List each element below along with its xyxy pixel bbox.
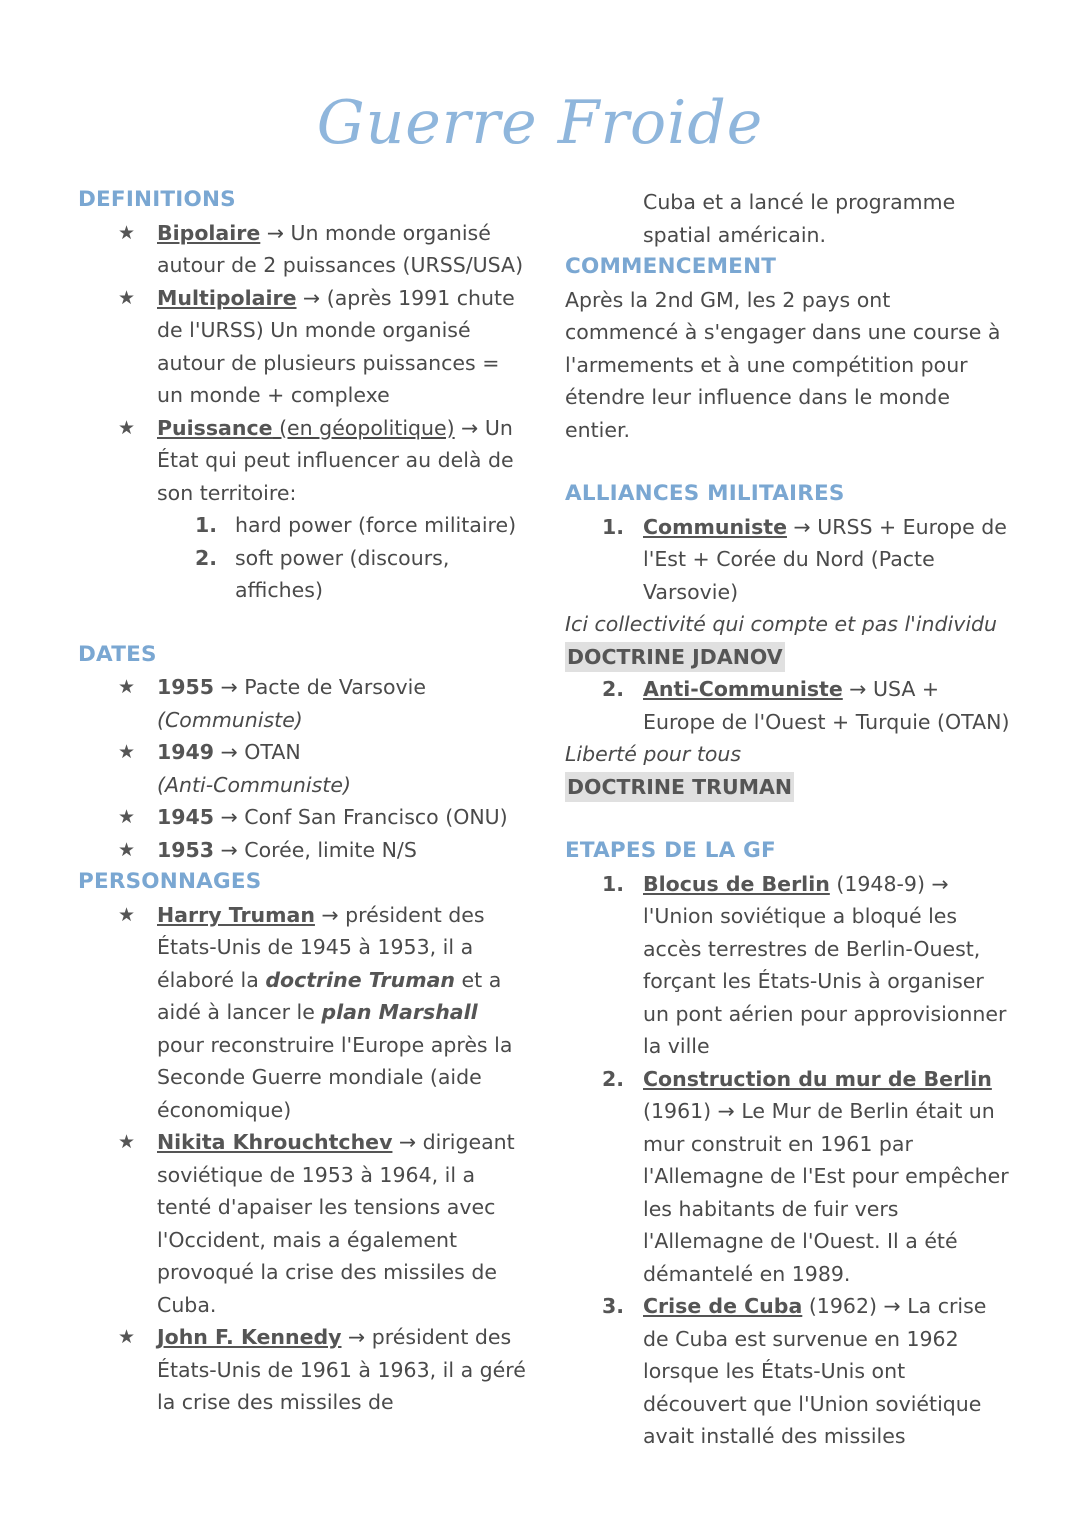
etape-cuba bbox=[565, 1290, 1010, 1453]
term-qualifier: (en géopolitique) bbox=[272, 415, 455, 440]
list-number: 2. bbox=[195, 545, 218, 570]
star-icon: ★ bbox=[118, 838, 136, 861]
person-text: → dirigeant soviétique de 1953 à 1964, il a tenté d'apaiser les tensions avec l'Occident, mais a également provoqué la crise des missiles de Cuba. bbox=[157, 1130, 515, 1317]
person-truman bbox=[78, 899, 528, 1127]
definitions-heading: DEFINITIONS bbox=[78, 187, 236, 212]
term-puissance: Puissance bbox=[157, 415, 273, 440]
date-year: 1955 bbox=[157, 675, 215, 699]
date-1945 bbox=[78, 801, 528, 834]
etape-term: Crise de Cuba bbox=[643, 1294, 803, 1318]
date-1949 bbox=[78, 736, 528, 801]
date-note: (Communiste) bbox=[157, 707, 303, 732]
definition-puissance bbox=[78, 412, 528, 510]
alliance-term: Communiste bbox=[643, 514, 787, 539]
sub-item-hard-power bbox=[78, 509, 528, 542]
definition-bipolaire bbox=[78, 217, 528, 282]
term-multipolaire: Multipolaire bbox=[157, 285, 297, 310]
etape-mur bbox=[565, 1063, 1010, 1291]
date-text: → Corée, limite N/S bbox=[214, 837, 417, 862]
left-column bbox=[78, 184, 528, 1419]
etape-text: (1961) → Le Mur de Berlin était un mur construit en 1961 par l'Allemagne de l'Est pour empêcher les habitants de fuir vers l'Allemagne de l'Ouest. Il a été démantelé en 1989. bbox=[643, 1099, 1009, 1286]
definition-text: → Un État qui peut influencer au delà de son territoire: bbox=[157, 415, 514, 505]
personnages-heading: PERSONNAGES bbox=[78, 869, 262, 894]
person-text: pour reconstruire l'Europe après la Seconde Guerre mondiale (aide économique) bbox=[157, 1032, 513, 1122]
person-text: → président des États-Unis de 1961 à 1963, il a géré la crise des missiles de bbox=[157, 1325, 526, 1414]
kennedy-continuation: Cuba et a lancé le programme spatial américain. bbox=[643, 190, 956, 247]
person-khrouchtchev bbox=[78, 1126, 528, 1321]
plan-marshall-term: plan Marshall bbox=[321, 1000, 478, 1024]
date-text: → Pacte de Varsovie bbox=[214, 675, 426, 699]
star-icon: ★ bbox=[118, 286, 136, 309]
alliance-text: → URSS + Europe de l'Est + Corée du Nord (Pacte Varsovie) bbox=[643, 514, 1007, 604]
person-name: John F. Kennedy bbox=[157, 1325, 342, 1349]
sub-item-soft-power bbox=[78, 542, 528, 607]
alliance-term: Anti-Communiste bbox=[643, 677, 843, 701]
alliance-text: → USA + Europe de l'Ouest + Turquie (OTAN) bbox=[643, 677, 1010, 734]
etape-text: (1948-9) → l'Union soviétique a bloqué les accès terrestres de Berlin-Ouest, forçant les États-Unis à organiser un pont aérien pour approvisionner la ville bbox=[643, 871, 1007, 1058]
person-name: Harry Truman bbox=[157, 902, 315, 927]
etape-term: Construction du mur de Berlin bbox=[643, 1066, 992, 1091]
etape-blocus bbox=[565, 868, 1010, 1063]
person-text: et a aidé à lancer le bbox=[157, 967, 502, 1024]
list-number: 1. bbox=[602, 871, 625, 896]
star-icon: ★ bbox=[118, 806, 136, 828]
star-icon: ★ bbox=[118, 903, 136, 926]
date-year: 1945 bbox=[157, 805, 215, 829]
date-1955 bbox=[78, 671, 528, 736]
alliance-note: Ici collectivité qui compte et pas l'individu bbox=[565, 612, 998, 636]
page-title: Guerre Froide bbox=[316, 88, 764, 158]
person-kennedy bbox=[78, 1321, 528, 1419]
list-number: 1. bbox=[195, 513, 218, 537]
date-1953 bbox=[78, 834, 528, 867]
star-icon: ★ bbox=[118, 416, 136, 439]
list-number: 2. bbox=[602, 1066, 625, 1091]
commencement-text: Après la 2nd GM, les 2 pays ont commencé à s'engager dans une course à l'armements et à une compétition pour étendre leur influence dans le monde entier. bbox=[565, 287, 1001, 442]
list-number: 2. bbox=[602, 677, 625, 701]
star-icon: ★ bbox=[118, 676, 136, 698]
term-bipolaire: Bipolaire bbox=[157, 220, 261, 245]
date-year: 1953 bbox=[157, 837, 215, 862]
list-number: 1. bbox=[602, 514, 625, 539]
definition-text: → (après 1991 chute de l'URSS) Un monde organisé autour de plusieurs puissances = un monde + complexe bbox=[157, 285, 515, 407]
date-text: → Conf San Francisco (ONU) bbox=[214, 805, 508, 829]
right-column bbox=[565, 186, 1010, 1453]
star-icon: ★ bbox=[118, 221, 136, 244]
commencement-heading: COMMENCEMENT bbox=[565, 254, 777, 279]
etapes-heading: ETAPES DE LA GF bbox=[565, 838, 776, 863]
list-number: 3. bbox=[602, 1294, 625, 1318]
date-note: (Anti-Communiste) bbox=[157, 772, 351, 797]
star-icon: ★ bbox=[118, 1326, 136, 1348]
doctrine-truman-term: doctrine Truman bbox=[265, 967, 456, 992]
doctrine-truman-badge: DOCTRINE TRUMAN bbox=[565, 772, 794, 802]
alliance-anti-communiste bbox=[565, 673, 1010, 738]
person-text: → président des États-Unis de 1945 à 1953, il a élaboré la bbox=[157, 902, 485, 992]
etape-term: Blocus de Berlin bbox=[643, 871, 830, 896]
star-icon: ★ bbox=[118, 1131, 136, 1153]
definition-text: → Un monde organisé autour de 2 puissances (URSS/USA) bbox=[157, 220, 524, 277]
star-icon: ★ bbox=[118, 741, 136, 763]
alliance-communiste bbox=[565, 511, 1010, 609]
sub-item-text: soft power (discours, affiches) bbox=[235, 545, 450, 602]
alliances-heading: ALLIANCES MILITAIRES bbox=[565, 481, 845, 506]
date-text: → OTAN bbox=[214, 740, 301, 764]
sub-item-text: hard power (force militaire) bbox=[235, 513, 517, 537]
alliance-note: Liberté pour tous bbox=[565, 742, 742, 766]
etape-text: (1962) → La crise de Cuba est survenue en 1962 lorsque les États-Unis ont découvert que l'Union soviétique avait installé des missiles bbox=[643, 1294, 987, 1448]
person-name: Nikita Khrouchtchev bbox=[157, 1130, 393, 1154]
dates-heading: DATES bbox=[78, 641, 157, 667]
date-year: 1949 bbox=[157, 740, 215, 764]
doctrine-jdanov-badge: DOCTRINE JDANOV bbox=[565, 642, 785, 672]
definition-multipolaire bbox=[78, 282, 528, 412]
